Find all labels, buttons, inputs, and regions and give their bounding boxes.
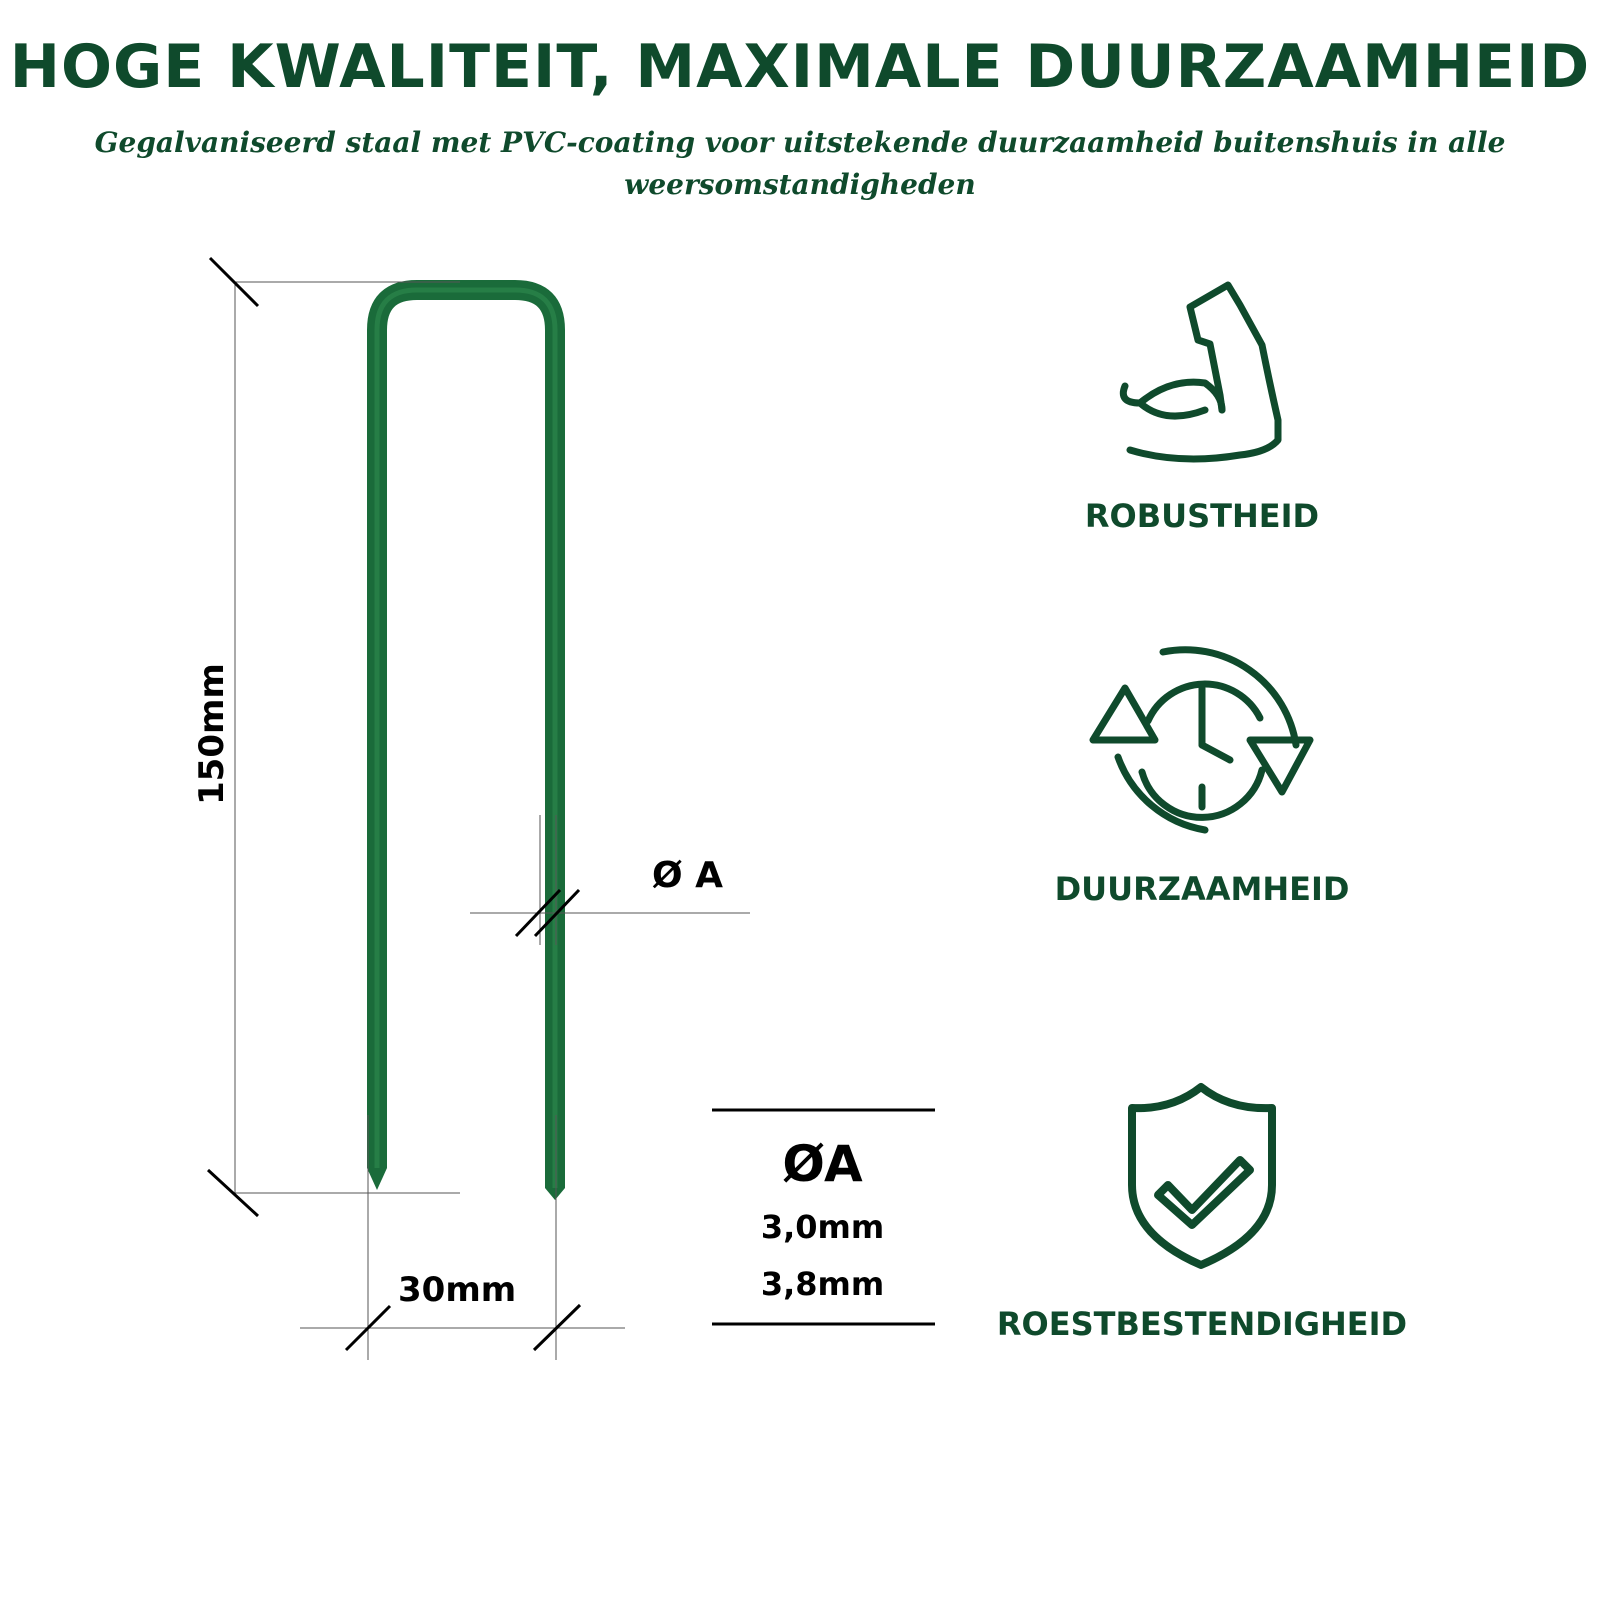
diameter-label: Ø A xyxy=(652,855,723,896)
spec-value-1: 3,0mm xyxy=(760,1208,885,1246)
page-title: HOGE KWALITEIT, MAXIMALE DUURZAAMHEID xyxy=(9,32,1591,102)
page-subtitle: Gegalvaniseerd staal met PVC-coating voor uitstekende duurzaamheid buitenshuis in alle weersomstandigheden xyxy=(94,126,1506,201)
width-label: 30mm xyxy=(398,1270,517,1310)
feature-label-robustheid: ROBUSTHEID xyxy=(1084,497,1320,535)
shield-check-icon xyxy=(1132,1087,1272,1265)
staple-right-tip xyxy=(545,1188,565,1200)
flexed-arm-icon xyxy=(1123,285,1278,459)
feature-label-roestbestendigheid: ROESTBESTENDIGHEID xyxy=(996,1305,1408,1343)
feature-label-duurzaamheid: DUURZAAMHEID xyxy=(1054,870,1350,908)
staple-shape xyxy=(377,290,555,1188)
spec-header: ØA xyxy=(782,1135,863,1193)
width-dimension xyxy=(300,1115,625,1360)
height-label: 150mm xyxy=(192,663,232,805)
staple-left-tip xyxy=(367,1168,387,1190)
staple-highlight xyxy=(377,290,555,1188)
height-dimension xyxy=(235,282,460,1193)
spec-value-2: 3,8mm xyxy=(760,1265,885,1303)
clock-cycle-icon xyxy=(1093,650,1310,830)
